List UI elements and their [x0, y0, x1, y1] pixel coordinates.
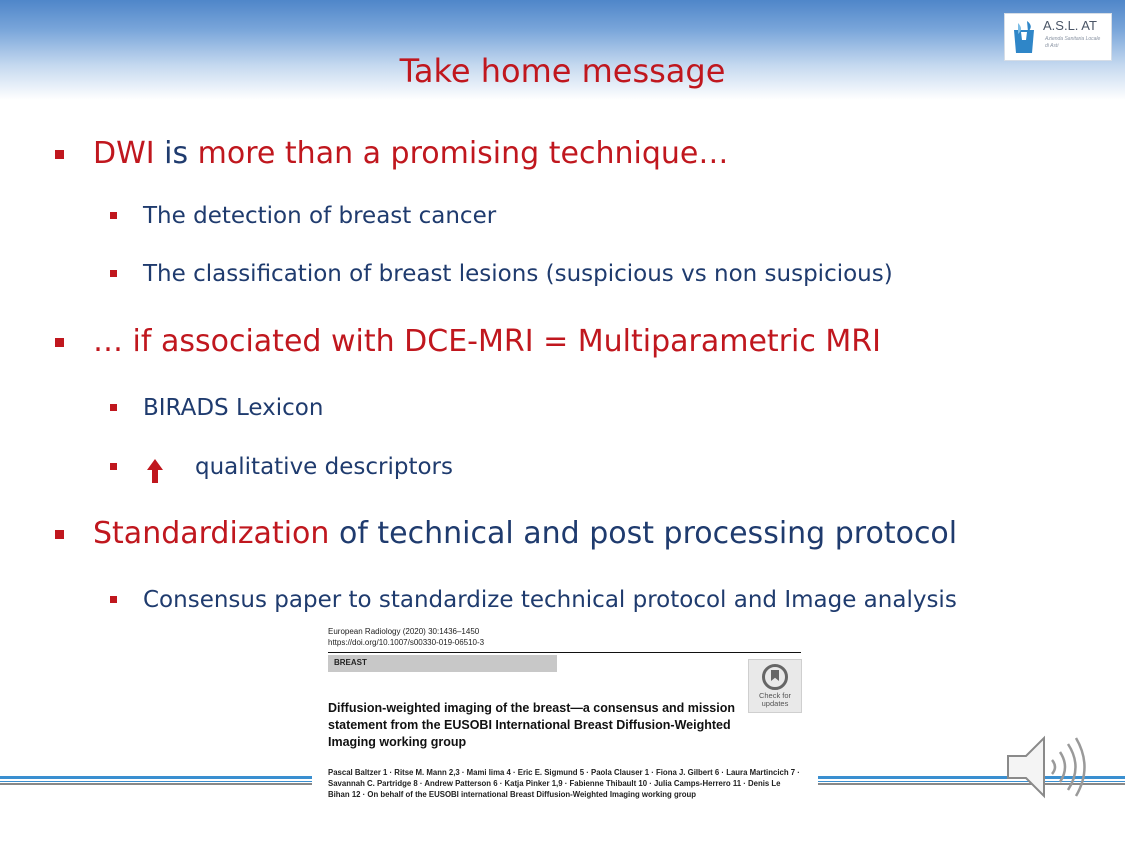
check-updates-label-2: updates	[761, 699, 789, 708]
bullet-qualitative: qualitative descriptors	[195, 454, 453, 480]
bullet-marker	[55, 150, 64, 159]
logo-subtitle	[1045, 36, 1100, 50]
logo-name: A.S.L. AT	[1043, 18, 1097, 33]
bullet-marker	[55, 530, 64, 539]
slide-title: Take home message	[399, 52, 726, 90]
bullet-classification: The classification of breast lesions (suspicious vs non suspicious)	[143, 261, 893, 287]
sub-bullet-marker	[110, 596, 117, 603]
sub-bullet-marker	[110, 270, 117, 277]
bullet-dce-mri: … if associated with DCE-MRI = Multiparametric MRI	[93, 324, 881, 359]
bullet-marker	[55, 338, 64, 347]
text-promising: more than a promising technique…	[197, 136, 729, 171]
sub-bullet-marker	[110, 463, 117, 470]
paper-journal: European Radiology (2020) 30:1436–1450	[328, 627, 480, 636]
paper-authors: Pascal Baltzer 1 · Ritse M. Mann 2,3 · Mami Iima 4 · Eric E. Sigmund 5 · Paola Clauser 1 · Fiona J. Gilbert 6 · Laura Martincich 7 · Savannah C. Partridge 8 · Andrew Patterson 6 · Katja Pinker 1,9 · Fabienne Thibault 10 · Julia Camps-Herrero 11 · Denis Le Bihan 12 · On behalf of the EUSOBI international Breast Diffusion-Weighted Imaging working group	[328, 768, 800, 799]
text-is: is	[154, 136, 198, 171]
text-dwi: DWI	[93, 136, 155, 171]
bullet-birads: BIRADS Lexicon	[143, 395, 324, 421]
sub-bullet-marker	[110, 404, 117, 411]
check-updates-badge	[748, 659, 802, 713]
check-updates-icon	[762, 664, 788, 690]
footer-rule-left	[0, 776, 312, 785]
speaker-icon[interactable]	[1004, 732, 1094, 802]
asl-logo-icon	[1011, 20, 1037, 56]
sub-bullet-marker	[110, 212, 117, 219]
check-updates-label-1: Check for	[758, 691, 792, 700]
paper-rule	[328, 652, 801, 653]
bullet-dwi-promising	[93, 136, 728, 171]
paper-title: Diffusion-weighted imaging of the breast—a consensus and mission statement from the EUSOBI International Breast Diffusion-Weighted Imaging working group	[328, 701, 735, 749]
logo-subtitle-line2: di Asti	[1045, 43, 1059, 49]
text-standardization: Standardization	[93, 516, 330, 551]
up-arrow-icon	[146, 458, 164, 484]
paper-doi: https://doi.org/10.1007/s00330-019-06510-3	[328, 638, 485, 647]
logo-subtitle-line1: Azienda Sanitaria Locale	[1045, 36, 1101, 42]
bullet-standardization	[93, 516, 957, 551]
paper-journal-info	[328, 626, 484, 648]
bullet-consensus: Consensus paper to standardize technical protocol and Image analysis	[143, 587, 957, 613]
asl-at-logo	[1004, 13, 1112, 61]
paper-section: BREAST	[328, 655, 557, 672]
paper-excerpt	[313, 622, 813, 822]
bullet-detection: The detection of breast cancer	[143, 203, 497, 229]
text-technical-protocol: of technical and post processing protocol	[329, 516, 958, 551]
